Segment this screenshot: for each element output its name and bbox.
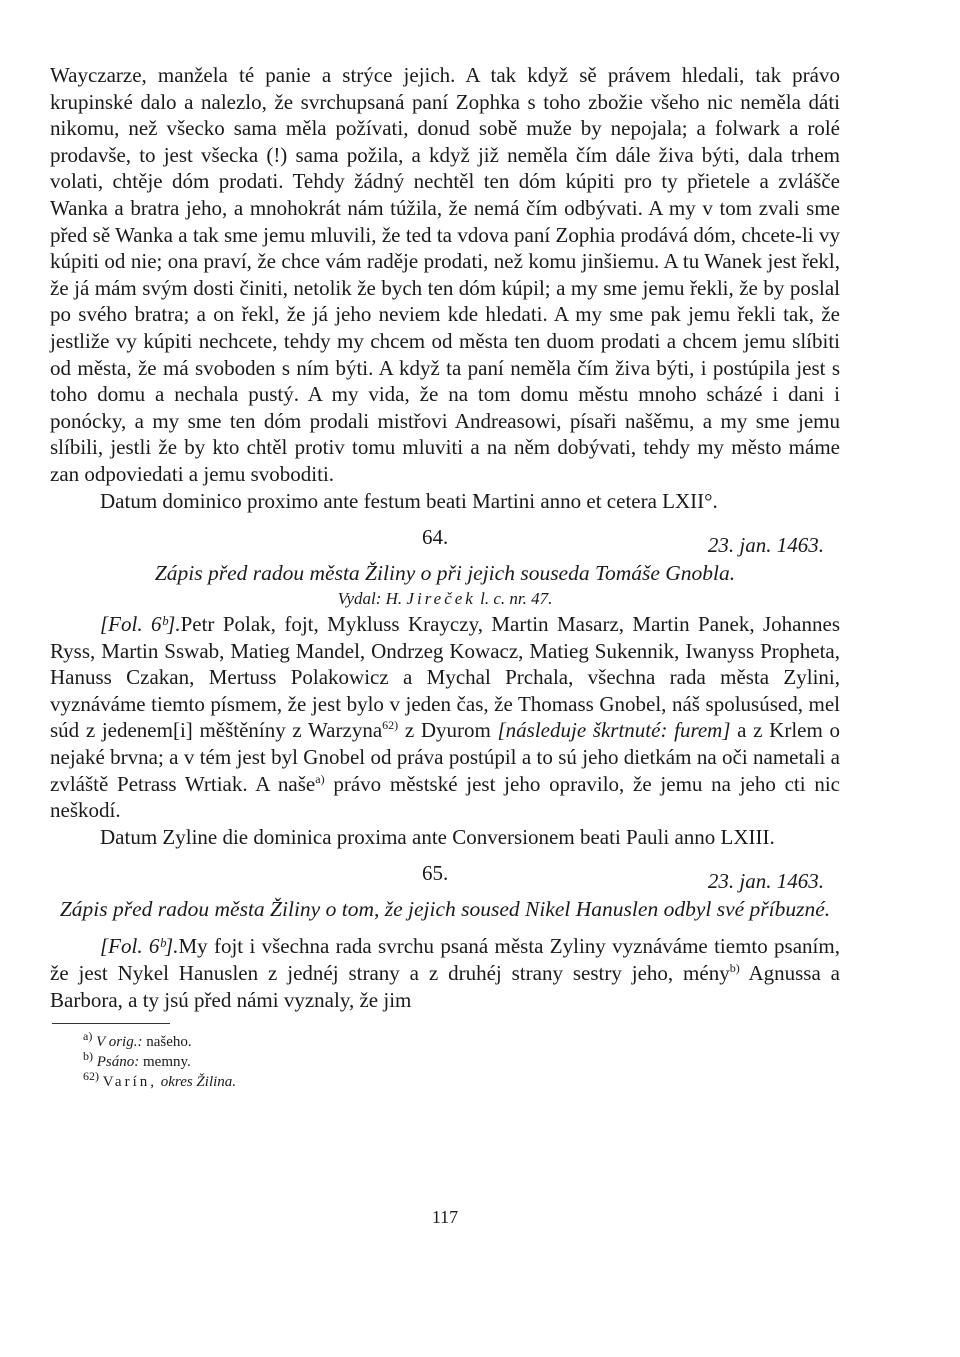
- entry-title: Zápis před radou města Žiliny o tom, že jejich soused Nikel Hanuslen odbyl své příbuzné.: [59, 897, 831, 922]
- footnote-b: [83, 1049, 840, 1072]
- footnote-mark: 62): [83, 1069, 99, 1084]
- folio-reference: [Fol. 6ᵇ].: [100, 934, 179, 959]
- folio-reference: [Fol. 6ᵇ].: [100, 612, 181, 637]
- entry-65-header: [50, 860, 840, 894]
- footnote-a: [83, 1029, 840, 1052]
- document-page: [50, 62, 841, 1227]
- editorial-note: [následuje škrtnuté: furem]: [497, 718, 731, 743]
- body-text: z Dyurom: [398, 718, 498, 743]
- footnote-divider: [52, 1023, 170, 1024]
- footnotes: [83, 1029, 840, 1092]
- body-text: My fojt i všechna rada svrchu psaná města Zyliny vyznáváme tiemto psaním, že jest Nykel Hanuslen z jednéj strany a z druhéj strany sestry jeho, mény: [50, 934, 840, 986]
- footnote-label: V orig.:: [96, 1034, 143, 1051]
- body-text: právo městské jest jeho opravilo, že jemu na jeho cti nic neškodí.: [50, 771, 841, 823]
- continuation-paragraph: Wayczarze, manžela té panie a strýce jejich. A tak když sě právem hledali, tak právo krupinské dalo a nalezlo, že svrchupsaná paní Zophka s toho zbožie všeho nic neměla dáti nikomu, než všecko sama měla požívati, donud sobě muže by nepojala; a folwark a rolé prodavše, to jest všecka (!) sama požila, a když již neměla čím dále živa býti, dala trhem volati, chtěje dóm prodati. Tehdy žádný nechtěl ten dóm kúpiti pro ty přietele a zvlášče Wanka a bratra jeho, a mnohokrát nám túžila, že nemá čím odbývati. A my v tom zvali sme před sě Wanka a tak sme jemu mluvili, že ted ta vdova paní Zophia prodává dóm, chcete-li vy kúpiti od nie; ona praví, že chce vám raděje prodati, než komu jinšiemu. A tu Wanek jest řekl, že já mám svým dosti činiti, netolik že bych ten dóm kúpil; a my sme jemu řekli, že by poslal po svého bratra; a on řekl, že já jeho neviem kde hledati. A my sme pak jemu řekli tak, že jestliže vy kúpiti nechcete, tehdy my chcem od města ten duom prodati a chcem jemu slíbiti od města, že má svoboden s ním býti. A když ta paní neměla čím živa býti, i postúpila jest s toho domu a nechala pustý. A my vida, že na tom domu městu mnoho scházé i dani i ponócky, a my sme ten dóm prodali mistřovi Andreasowi, písaři našěmu, a my sme jemu slíbili, jestli že by kto chtěl protiv tomu mluviti a na něm dobývati, tehdy my město máme zan odpoviedati a jemu svoboditi.: [50, 63, 840, 486]
- editor-prefix: Vydal: H.: [337, 589, 403, 609]
- body-text: Petr Polak, fojt, Mykluss Krayczy, Martin Masarz, Martin Panek, Johannes Ryss, Martin Sswab, Matieg Mandel, Ondrzeg Kowacz, Matieg Sukennik, Iwanyss Propheta, Hanuss Czakan, Mertuss Polakowicz a Mychal Prchala, všechna rada města Zylini, vyznáváme tiemto písmem, že jest bylo v jeden čas, že Thomass Gnobel, náš spolusúsed, mel súd z jedenem[i] měštěníny z Warzyna: [50, 612, 840, 743]
- footnote-label: Psáno:: [96, 1054, 140, 1071]
- entry-number: 64.: [422, 525, 449, 550]
- entry-64-header: [50, 524, 840, 558]
- footnote-text: okres Žilina.: [160, 1074, 237, 1091]
- datum-line: Datum Zyline die dominica proxima ante Conversionem beati Pauli anno LXIII.: [100, 824, 775, 849]
- footnote-62: [83, 1069, 840, 1092]
- entry-65-body: [50, 933, 840, 1013]
- footnote-label: Varín,: [102, 1074, 157, 1091]
- datum-line: Datum dominico proximo ante festum beati Martini anno et cetera LXII°.: [100, 488, 718, 513]
- footnote-ref: b): [729, 961, 740, 976]
- editor-reference: l. c. nr. 47.: [480, 589, 553, 609]
- entry-date: 23. jan. 1463.: [707, 869, 824, 894]
- editor-name: Jireček: [406, 589, 476, 609]
- body-text: a z Krlem o nejaké brvna; a v tém jest byl Gnobel od práva postúpil a to sú jeho dietkám na oči nametali a zvláště Petrass Wrtiak. A naše: [50, 718, 840, 796]
- footnote-mark: b): [83, 1049, 93, 1064]
- footnote-text: našeho.: [146, 1034, 192, 1051]
- footnote-ref: 62): [382, 718, 399, 733]
- editor-line: [50, 587, 840, 611]
- footnote-mark: a): [83, 1029, 93, 1044]
- entry-64-body: [50, 611, 840, 824]
- body-text: Agnussa a Barbora, a ty jsú před námi vyznaly, že jim: [50, 961, 840, 1012]
- footnote-text: memny.: [143, 1054, 191, 1071]
- entry-title: Zápis před radou města Žiliny o při jejich souseda Tomáše Gnobla.: [154, 561, 736, 586]
- page-number: 117: [431, 1207, 459, 1227]
- entry-date: 23. jan. 1463.: [707, 533, 824, 558]
- footnote-ref: a): [315, 771, 325, 786]
- entry-number: 65.: [422, 861, 449, 886]
